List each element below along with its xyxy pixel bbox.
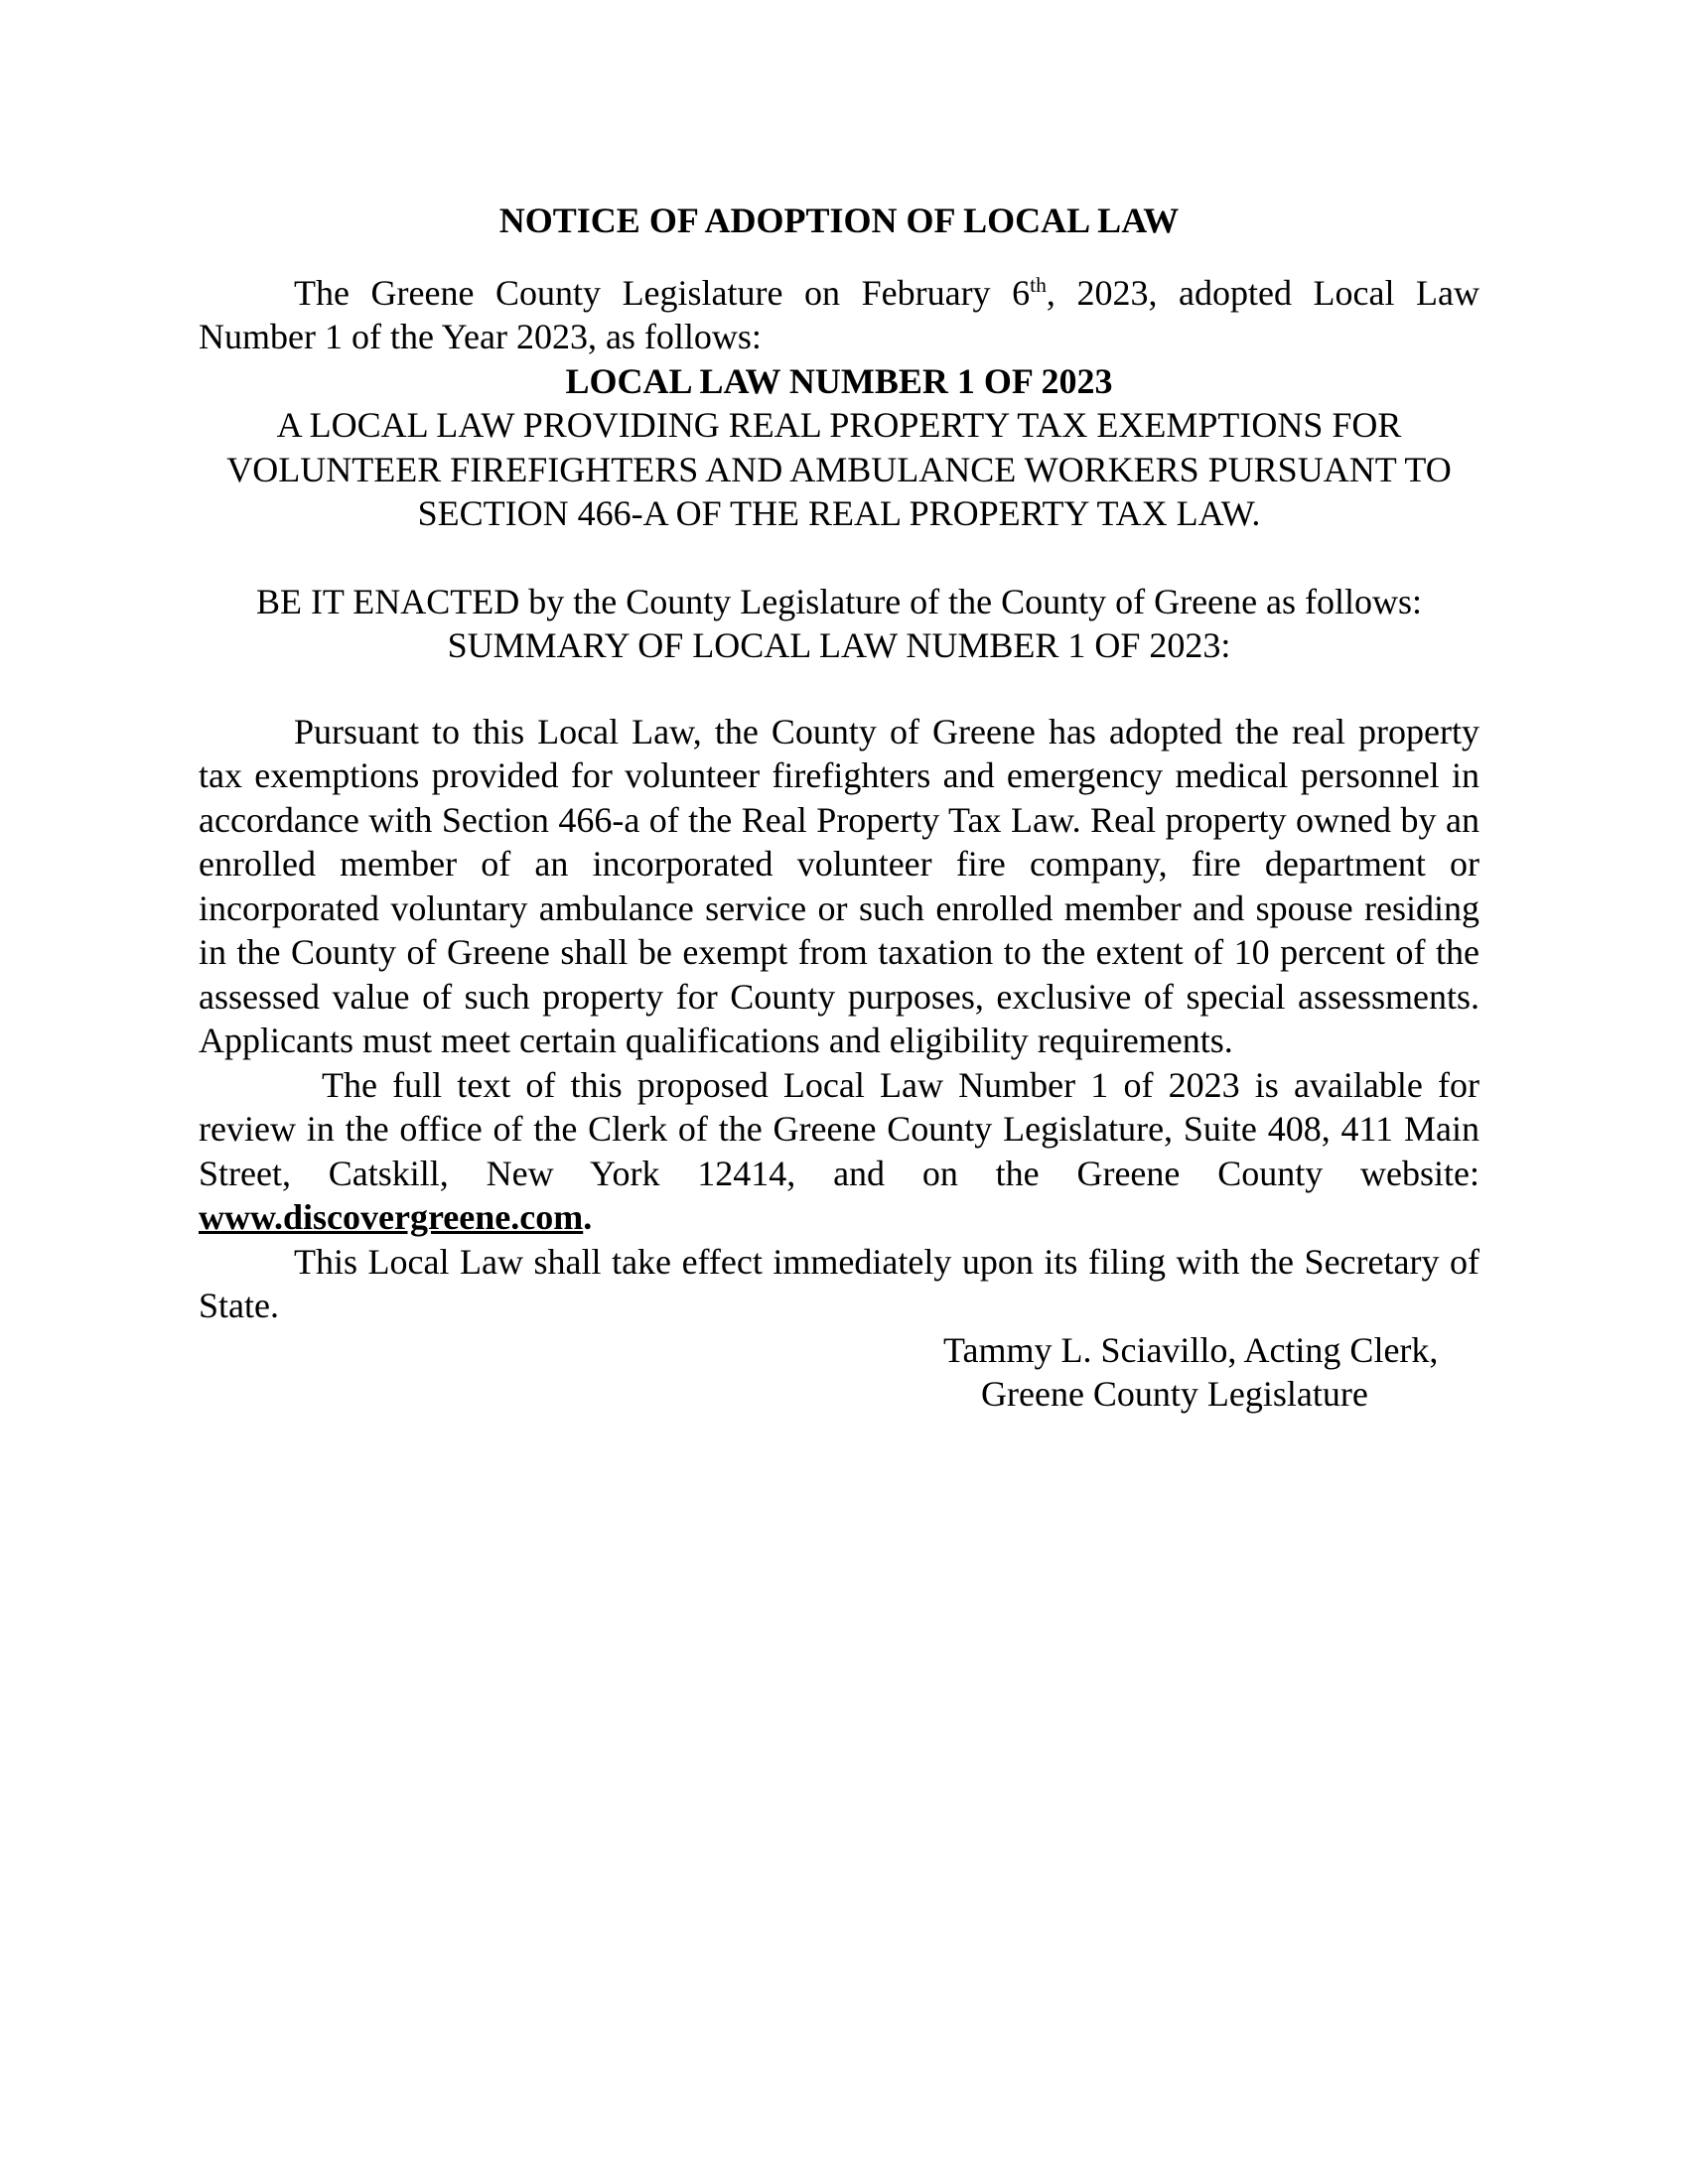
intro-superscript: th xyxy=(1030,272,1047,297)
law-description: A LOCAL LAW PROVIDING REAL PROPERTY TAX EXEMPTIONS FOR VOLUNTEER FIREFIGHTERS AND AMBULANCE WORKERS PURSUANT TO SECTION 466-A OF THE REAL PROPERTY TAX LAW. xyxy=(226,405,1452,533)
enacted-clause: BE IT ENACTED by the County Legislature of the County of Greene as follows: xyxy=(255,581,1423,621)
notice-document xyxy=(199,199,1479,1417)
spacer xyxy=(199,668,1479,710)
summary-heading: SUMMARY OF LOCAL LAW NUMBER 1 OF 2023: xyxy=(447,625,1231,665)
signature-name: Tammy L. Sciavillo, Acting Clerk, xyxy=(943,1329,1439,1370)
intro-text-part1: The Greene County Legislature on February 6 xyxy=(294,272,1031,313)
spacer xyxy=(199,536,1479,580)
summary-paragraph: Pursuant to this Local Law, the County of Greene has adopted the real property tax exemptions provided for volunteer firefighters and emergency medical personnel in accordance with Section 466-a of the Real Property Tax Law. Real property owned by an enrolled member of an incorporated volunteer fire company, fire department or incorporated voluntary ambulance service or such enrolled member and spouse residing in the County of Greene shall be exempt from taxation to the extent of 10 percent of the assessed value of such property for County purposes, exclusive of special assessments. Applicants must meet certain qualifications and eligibility requirements. xyxy=(199,711,1479,1060)
signature-organization: Greene County Legislature xyxy=(981,1374,1368,1414)
intro-paragraph xyxy=(199,271,1479,359)
signature-block xyxy=(943,1328,1479,1417)
law-number-heading: LOCAL LAW NUMBER 1 OF 2023 xyxy=(565,360,1113,401)
effect-paragraph: This Local Law shall take effect immediately upon its filing with the Secretary of State. xyxy=(199,1241,1479,1325)
full-text-paragraph xyxy=(199,1063,1479,1240)
website-link[interactable]: www.discovergreene.com xyxy=(199,1197,584,1237)
intro-text-part2: , 2023, adopted Local Law Number 1 of the Year 2023, as follows: xyxy=(199,272,1479,356)
website-period: . xyxy=(583,1197,593,1237)
document-title: NOTICE OF ADOPTION OF LOCAL LAW xyxy=(498,201,1180,240)
full-text-body: The full text of this proposed Local Law Number 1 of 2023 is available for review in the office of the Clerk of the Greene County Legislature, Suite 408, 411 Main Street, Catskill, New York 12414, and on the Greene County website: xyxy=(199,1064,1479,1193)
